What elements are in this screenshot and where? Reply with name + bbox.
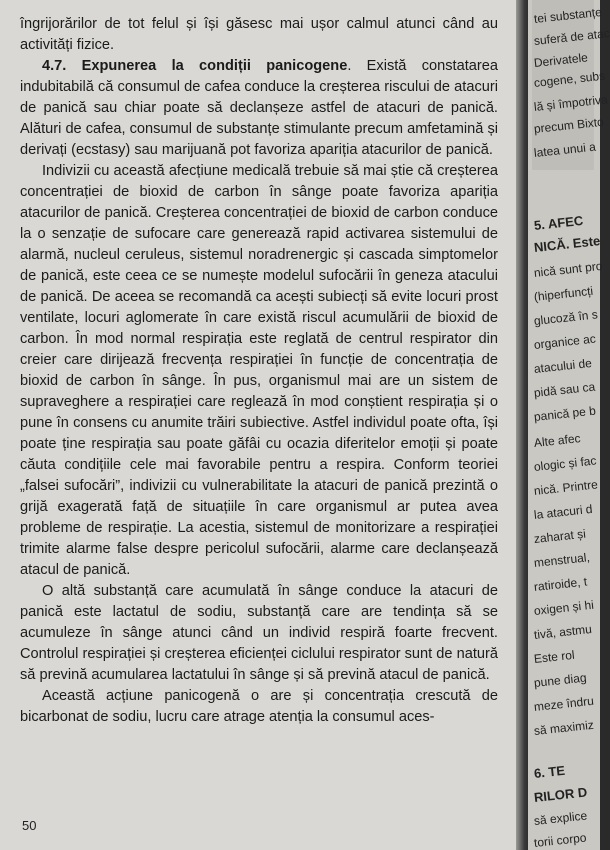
facing-page-line: nică sunt pro [533,258,604,280]
facing-page-line: glucoză în s [533,307,599,328]
paragraph-section-4-7 [20,56,498,161]
facing-page-line: nică. Printre [533,477,599,498]
facing-page-line: cogene, subs [533,68,606,90]
facing-page-line: tivă, astmu [533,621,593,642]
facing-page [528,0,610,850]
facing-page-line: menstrual, [533,550,591,570]
paragraph-text: O altă substanță care acumulată în sânge conduce la atacuri de panică este lactatul de sodiu, substanță care are tendința să se acumuleze în sânge atunci când un individ respiră foarte frecvent. Controlul respirației și creșterea eficienței ciclului respirator sunt de natură să prevină acumularea lactatului în sânge și să prevină atacul de panică. [20,583,498,683]
facing-page-line: ratiroide, t [533,574,588,594]
paragraph-text: Această acțiune panicogenă o are și concentrația crescută de bicarbonat de sodiu, lucru care atrage atenția la consumul aces- [20,688,498,725]
facing-page-line: atacului de [533,355,593,376]
facing-page-line: să explice [533,808,588,828]
facing-page-line: panică pe b [533,403,597,424]
facing-page-line: RILOR D [533,784,588,805]
facing-page-line: precum Bixto [533,114,605,136]
facing-page-line: lă și împotriva [533,92,609,114]
facing-page-line: oxigen și hi [533,597,595,618]
facing-page-line: Este rol [533,647,576,666]
paragraph-text: Indivizii cu această afecțiune medicală trebuie să mai știe că creșterea concentrației de bioxid de carbon în sânge poate favoriza apariția atacurilor de panică. Creșterea concentrației de bioxid de carbon conduce la o senzație de sufocare care generează rapid activarea sistemului de alarmă, nucleul ceruleus, sistemul noradrenergic și cascada simptomelor de panică, este ceea ce se numește modelul sufocării în geneza atacului de panică. De aceea se recomandă ca acești subiecți să evite locuri prost ventilate, locuri aglomerate în care există riscul acumulării de bioxid de carbon. În mod normal respirația este reglată de centrul respirator din creier care dirijează frecvența respirației în funcție de concentrația de bioxid de carbon în sânge. În pus, organismul mai are un sistem de supraveghere a respirației care reglează în mod conștient respirația și o pune în consens cu anumite trăiri subiective. Astfel individul poate ofta, își poate ține respirația sau poate găfâi cu ocazia diferitelor emoții și poate căuta condițiile cele mai favorabile pentru a respira. Conform teoriei „falsei sufocări”, indivizii cu vulnerabilitate la atacuri de panică prezintă o grijă exagerată față de situațiile în care organismul ar putea avea probleme de respirație. La acestia, sistemul de monitorizare a respirației trimite alarme false despre pericolul sufocării, alarme care declanșează atacul de panică. [20,163,498,578]
paragraph-bicarbonate [20,686,498,728]
page-body [20,14,498,728]
facing-page-line: 6. TE [533,762,566,781]
facing-page-line: tei substanțe [533,4,603,26]
paragraph-text: . Există constatarea indubitabilă că consumul de cafea conduce la creșterea riscului de atacuri de panică sau chiar poate să declanșeze astfel de atacuri de panică. Alături de cafea, consumul de substanțe stimulante precum amfetamină și derivați (ecstasy) sau marijuană pot favoriza apariția atacurilor de panică. [20,58,498,158]
facing-page-line: 5. AFEC [533,212,584,233]
facing-page-line: latea unui a [533,139,597,160]
facing-page-line: torii corpo [533,830,588,850]
facing-page-line: pune diag [533,670,588,690]
paragraph-sodium-lactate [20,581,498,686]
facing-page-line: (hiperfuncți [533,283,594,304]
facing-page-line: suferă de atac [533,26,610,48]
page-number: 50 [22,818,37,833]
facing-page-line: NICĂ. Este [533,233,601,255]
paragraph-carbon-dioxide [20,161,498,581]
facing-page-line: organice ac [533,331,597,352]
facing-page-line: ologic și fac [533,453,598,474]
facing-page-line: meze îndru [533,693,595,714]
facing-page-line: pidă sau ca [533,379,596,400]
paragraph-text: îngrijorărilor de tot felul și își găsesc mai ușor calmul atunci când au activități fizice. [20,16,498,53]
facing-page-line: să maximiz [533,717,595,738]
section-heading: 4.7. Expunerea la condiții panicogene [42,58,348,74]
facing-page-line: la atacuri d [533,501,594,522]
facing-page-line: Derivatele [533,50,589,70]
facing-page-line: Alte afec [533,431,582,450]
facing-page-line: zaharat și [533,526,587,546]
paragraph-continuation [20,14,498,56]
